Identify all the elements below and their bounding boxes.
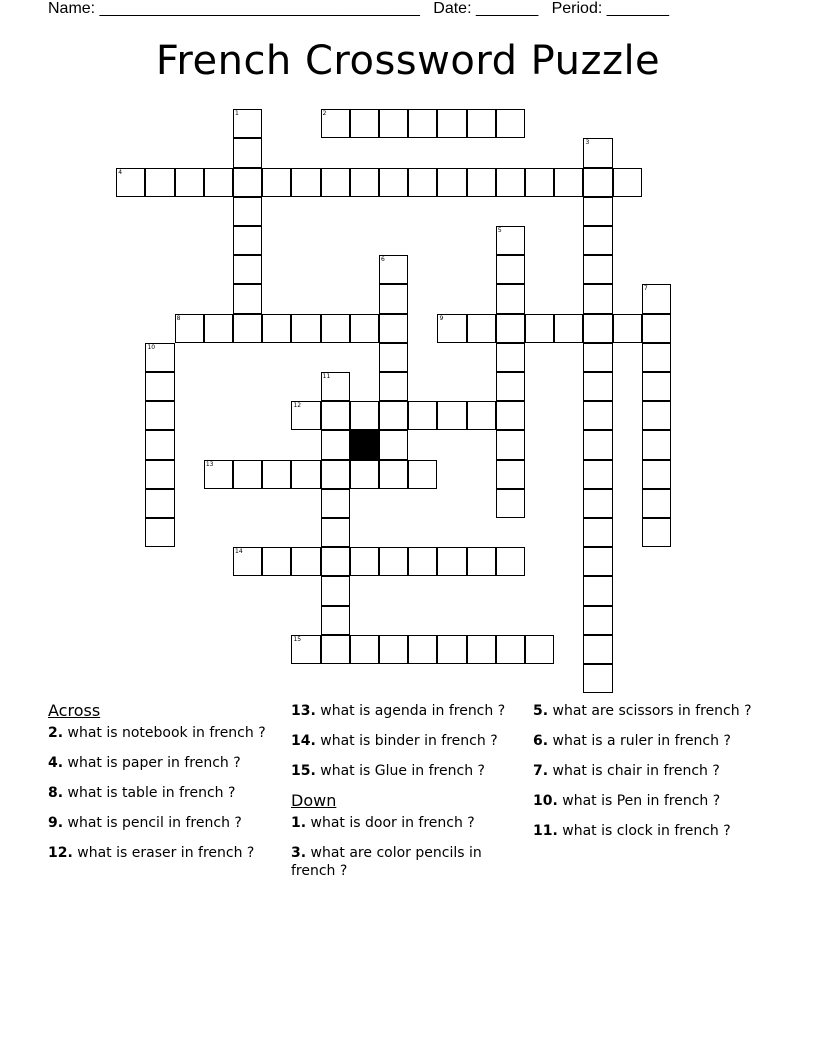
grid-cell[interactable] [496, 226, 525, 255]
clue-number: 11 [322, 373, 331, 381]
grid-cell[interactable] [379, 284, 408, 313]
grid-cell[interactable] [642, 518, 671, 547]
clue-number: 6 [381, 256, 385, 264]
grid-cell[interactable] [321, 518, 350, 547]
grid-cell[interactable] [583, 635, 612, 664]
grid-cell[interactable] [525, 168, 554, 197]
grid-cell[interactable] [583, 197, 612, 226]
grid-cell[interactable] [204, 168, 233, 197]
grid-cell[interactable] [437, 401, 466, 430]
clue-down-1: 1. what is door in french ? [291, 815, 475, 831]
grid-cell[interactable] [233, 460, 262, 489]
clue-across-15: 15. what is Glue in french ? [291, 763, 485, 779]
grid-cell[interactable] [379, 314, 408, 343]
grid-cell[interactable] [321, 401, 350, 430]
grid-cell[interactable] [496, 372, 525, 401]
grid-cell[interactable] [496, 635, 525, 664]
grid-cell[interactable] [642, 372, 671, 401]
clue-down-10: 10. what is Pen in french ? [533, 793, 721, 809]
grid-cell[interactable] [583, 664, 612, 693]
grid-cell[interactable] [496, 109, 525, 138]
clue-number: 3 [585, 139, 590, 147]
grid-cell[interactable] [233, 314, 262, 343]
grid-cell[interactable] [321, 168, 350, 197]
clue-across-8: 8. what is table in french ? [48, 785, 236, 801]
grid-cell[interactable] [145, 430, 174, 459]
clue-number: 15 [293, 635, 302, 643]
clue-across-12: 12. what is eraser in french ? [48, 845, 255, 861]
clue-down-5: 5. what are scissors in french ? [533, 703, 752, 719]
down-heading: Down [291, 791, 337, 810]
grid-cell[interactable] [379, 168, 408, 197]
grid-cell[interactable] [291, 547, 320, 576]
clue-number: 5 [497, 227, 502, 235]
clue-number: 1 [235, 110, 239, 118]
grid-cell[interactable] [321, 489, 350, 518]
grid-cell[interactable] [175, 168, 204, 197]
grid-cell[interactable] [583, 576, 612, 605]
grid-cell[interactable] [525, 635, 554, 664]
grid-cell[interactable] [583, 460, 612, 489]
grid-cell[interactable] [350, 401, 379, 430]
clue-number: 10 [147, 343, 156, 351]
grid-cell[interactable] [408, 547, 437, 576]
grid-cell[interactable] [496, 547, 525, 576]
name-field[interactable]: Name: ____________________________________ [48, 0, 420, 17]
clue-down-6: 6. what is a ruler in french ? [533, 733, 731, 749]
clue-across-2: 2. what is notebook in french ? [48, 725, 266, 741]
grid-cell[interactable] [204, 460, 233, 489]
grid-cell[interactable] [496, 430, 525, 459]
grid-cell[interactable] [204, 314, 233, 343]
grid-cell[interactable] [379, 109, 408, 138]
grid-cell[interactable] [437, 168, 466, 197]
grid-cell[interactable] [496, 460, 525, 489]
grid-cell[interactable] [613, 168, 642, 197]
grid-cell[interactable] [321, 372, 350, 401]
grid-cell[interactable] [642, 489, 671, 518]
clue-down-3: 3. what are color pencils in french ? [291, 845, 482, 879]
grid-cell[interactable] [321, 109, 350, 138]
grid-cell[interactable] [145, 518, 174, 547]
grid-cell[interactable] [233, 109, 262, 138]
grid-cell[interactable] [145, 489, 174, 518]
grid-cell[interactable] [379, 401, 408, 430]
grid-cell[interactable] [291, 314, 320, 343]
grid-cell[interactable] [408, 635, 437, 664]
grid-cell[interactable] [233, 168, 262, 197]
grid-cell[interactable] [496, 489, 525, 518]
grid-cell[interactable] [321, 635, 350, 664]
grid-cell[interactable] [379, 372, 408, 401]
grid-cell[interactable] [145, 372, 174, 401]
worksheet-header [48, 0, 669, 18]
grid-cell[interactable] [291, 460, 320, 489]
grid-cell[interactable] [233, 138, 262, 167]
clue-number: 7 [643, 285, 648, 293]
grid-cell[interactable] [554, 168, 583, 197]
grid-cell[interactable] [175, 314, 204, 343]
grid-cell[interactable] [233, 226, 262, 255]
clue-down-7: 7. what is chair in french ? [533, 763, 720, 779]
grid-cell[interactable] [233, 547, 262, 576]
clue-number: 9 [439, 314, 444, 322]
grid-cell[interactable] [642, 314, 671, 343]
grid-cell[interactable] [583, 138, 612, 167]
grid-cell[interactable] [408, 401, 437, 430]
grid-cell[interactable] [233, 197, 262, 226]
clue-number: 4 [118, 168, 123, 176]
clue-number: 12 [293, 402, 302, 410]
grid-cell[interactable] [467, 635, 496, 664]
grid-cell[interactable] [467, 547, 496, 576]
across-heading: Across [48, 701, 101, 720]
clue-across-13: 13. what is agenda in french ? [291, 703, 506, 719]
grid-cell[interactable] [437, 109, 466, 138]
grid-cell[interactable] [350, 314, 379, 343]
grid-cell[interactable] [642, 401, 671, 430]
black-cell [350, 430, 379, 459]
grid-cell[interactable] [408, 460, 437, 489]
grid-cell[interactable] [554, 314, 583, 343]
clue-number: 14 [235, 548, 243, 556]
grid-cell[interactable] [496, 401, 525, 430]
clues-column-3 [533, 702, 763, 852]
grid-cell[interactable] [350, 635, 379, 664]
grid-cell[interactable] [321, 314, 350, 343]
grid-cell[interactable] [379, 547, 408, 576]
grid-cell[interactable] [233, 284, 262, 313]
grid-cell[interactable] [437, 635, 466, 664]
grid-cell[interactable] [291, 168, 320, 197]
grid-cell[interactable] [583, 343, 612, 372]
grid-cell[interactable] [321, 430, 350, 459]
grid-cell[interactable] [145, 401, 174, 430]
grid-cell[interactable] [642, 343, 671, 372]
grid-cell[interactable] [379, 430, 408, 459]
grid-cell[interactable] [437, 314, 466, 343]
grid-cell[interactable] [496, 255, 525, 284]
grid-cell[interactable] [642, 430, 671, 459]
grid-cell[interactable] [262, 314, 291, 343]
page-title: French Crossword Puzzle [155, 38, 661, 84]
grid-cell[interactable] [321, 547, 350, 576]
period-field[interactable]: Period: _______ [551, 0, 670, 17]
clue-across-9: 9. what is pencil in french ? [48, 815, 242, 831]
grid-cell[interactable] [467, 168, 496, 197]
grid-cell[interactable] [583, 372, 612, 401]
clue-across-4: 4. what is paper in french ? [48, 755, 241, 771]
grid-cell[interactable] [145, 168, 174, 197]
clue-number: 2 [322, 110, 327, 118]
grid-cell[interactable] [291, 401, 320, 430]
clue-across-14: 14. what is binder in french ? [291, 733, 498, 749]
grid-cell[interactable] [496, 284, 525, 313]
grid-cell[interactable] [496, 168, 525, 197]
grid-cell[interactable] [583, 255, 612, 284]
clue-number: 13 [205, 460, 214, 468]
clues-column-2 [291, 702, 516, 892]
grid-cell[interactable] [583, 606, 612, 635]
grid-cell[interactable] [379, 460, 408, 489]
grid-cell[interactable] [437, 547, 466, 576]
grid-cell[interactable] [408, 168, 437, 197]
grid-cell[interactable] [350, 547, 379, 576]
grid-cell[interactable] [350, 168, 379, 197]
grid-cell[interactable] [291, 635, 320, 664]
grid-cell[interactable] [467, 401, 496, 430]
grid-cell[interactable] [467, 109, 496, 138]
grid-cell[interactable] [496, 343, 525, 372]
grid-cell[interactable] [583, 284, 612, 313]
grid-cell[interactable] [350, 460, 379, 489]
grid-cell[interactable] [496, 314, 525, 343]
grid-cell[interactable] [321, 460, 350, 489]
grid-cell[interactable] [379, 343, 408, 372]
grid-cell[interactable] [583, 518, 612, 547]
grid-cell[interactable] [583, 401, 612, 430]
grid-cell[interactable] [262, 460, 291, 489]
grid-cell[interactable] [583, 547, 612, 576]
grid-cell[interactable] [145, 343, 174, 372]
grid-cell[interactable] [145, 460, 174, 489]
grid-cell[interactable] [642, 284, 671, 313]
grid-cell[interactable] [379, 635, 408, 664]
clue-number: 8 [176, 314, 181, 322]
grid-cell[interactable] [583, 430, 612, 459]
grid-cell[interactable] [233, 255, 262, 284]
grid-cell[interactable] [321, 576, 350, 605]
clue-down-11: 11. what is clock in french ? [533, 823, 731, 839]
grid-cell[interactable] [583, 314, 612, 343]
grid-cell[interactable] [116, 168, 145, 197]
grid-cell[interactable] [379, 255, 408, 284]
grid-cell[interactable] [613, 314, 642, 343]
grid-cell[interactable] [408, 109, 437, 138]
grid-cell[interactable] [583, 489, 612, 518]
clues-column-1 [48, 702, 273, 874]
grid-cell[interactable] [583, 168, 612, 197]
grid-cell[interactable] [467, 314, 496, 343]
grid-cell[interactable] [321, 606, 350, 635]
grid-cell[interactable] [583, 226, 612, 255]
grid-cell[interactable] [262, 168, 291, 197]
grid-cell[interactable] [350, 109, 379, 138]
grid-cell[interactable] [642, 460, 671, 489]
date-field[interactable]: Date: _______ [433, 0, 539, 17]
grid-cell[interactable] [262, 547, 291, 576]
grid-cell[interactable] [525, 314, 554, 343]
